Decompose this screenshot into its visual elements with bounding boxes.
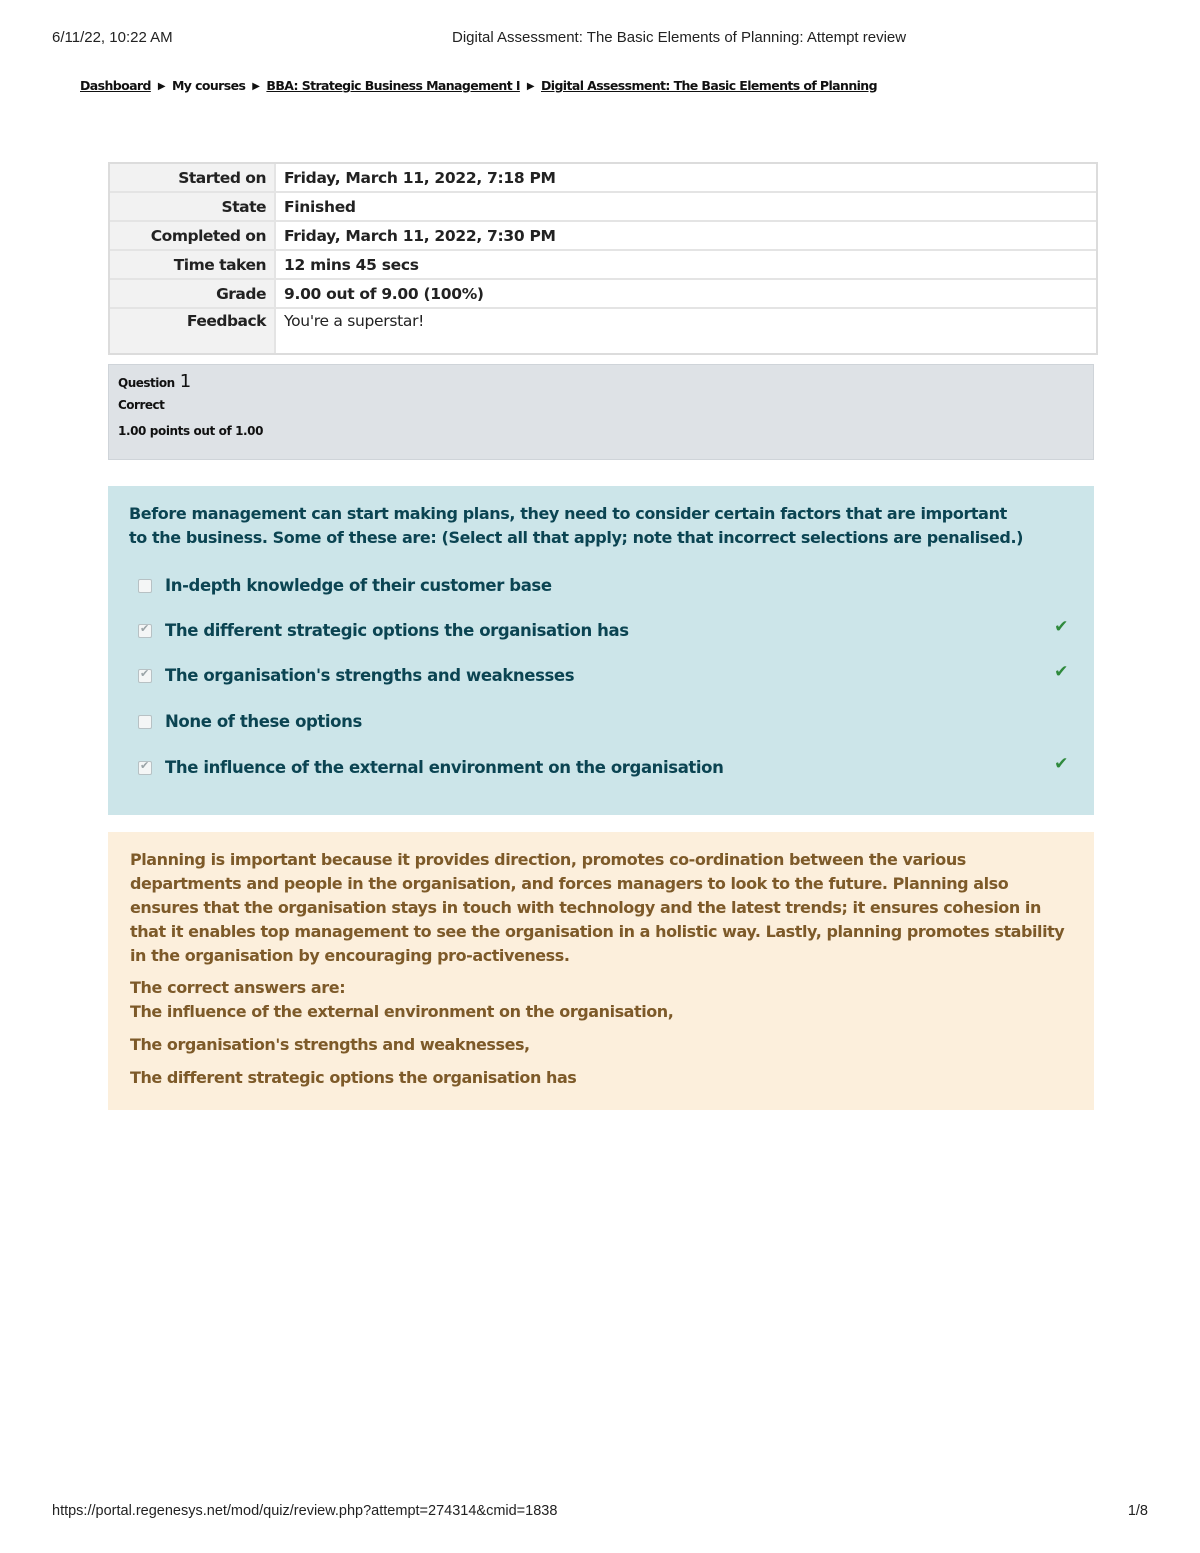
summary-row-feedback	[110, 308, 1096, 353]
answer-label: The different strategic options the organisation has	[165, 621, 629, 640]
correct-check-icon: ✔	[1054, 754, 1068, 774]
print-datetime: 6/11/22, 10:22 AM	[52, 29, 173, 46]
attempt-summary-table	[108, 162, 1098, 355]
question-info	[108, 364, 1094, 460]
answer-option	[138, 662, 1068, 690]
right-answer-label: The correct answers are:	[130, 978, 346, 997]
breadcrumb-separator-icon: ▶	[157, 81, 165, 92]
summary-value: 12 mins 45 secs	[275, 250, 1096, 279]
correct-check-icon: ✔	[1054, 617, 1068, 637]
answer-label: In-depth knowledge of their customer base	[165, 576, 552, 595]
summary-row-state	[110, 192, 1096, 221]
question-text: Before management can start making plans, they need to consider certain factors that are important to the business. Some of these are: (Select all that apply; note that incorrect selections are penalised.)	[129, 504, 1024, 547]
print-page-number: 1/8	[1127, 1503, 1148, 1519]
summary-label: Grade	[110, 279, 275, 308]
summary-row-completed	[110, 221, 1096, 250]
answer-option	[138, 617, 1068, 645]
summary-label: Completed on	[110, 221, 275, 250]
answer-checkbox[interactable]	[138, 624, 152, 638]
answer-option	[138, 576, 1068, 600]
breadcrumb-dashboard[interactable]: Dashboard	[80, 78, 151, 93]
breadcrumb-my-courses: My courses	[171, 78, 246, 93]
breadcrumb-quiz[interactable]: Digital Assessment: The Basic Elements of Planning	[541, 78, 877, 93]
question-grade: 1.00 points out of 1.00	[118, 424, 264, 438]
question-formulation	[108, 486, 1094, 815]
answer-checkbox[interactable]	[138, 761, 152, 775]
summary-row-grade	[110, 279, 1096, 308]
correct-check-icon: ✔	[1054, 662, 1068, 682]
answer-checkbox[interactable]	[138, 669, 152, 683]
answer-checkbox[interactable]	[138, 579, 152, 593]
general-feedback: Planning is important because it provides direction, promotes co-ordination between the various departments and people in the organisation, and forces managers to look to the future. Planning also ensures that the organisation stays in touch with technology and the latest trends; it ensures cohesion in that it enables top management to see the organisation in a holistic way. Lastly, planning promotes stability in the organisation by encouraging pro-activeness.	[130, 850, 1065, 965]
right-answer: The organisation's strengths and weaknesses,	[130, 1035, 530, 1054]
answer-label: The influence of the external environment on the organisation	[165, 758, 724, 777]
right-answer: The influence of the external environment on the organisation,	[130, 1002, 674, 1021]
answer-label: The organisation's strengths and weaknesses	[165, 666, 575, 685]
answer-option	[138, 754, 1068, 782]
summary-row-time-taken	[110, 250, 1096, 279]
print-url: https://portal.regenesys.net/mod/quiz/review.php?attempt=274314&cmid=1838	[52, 1503, 558, 1519]
question-number: 1	[179, 371, 192, 392]
summary-value: You're a superstar!	[275, 308, 1096, 353]
answer-option	[138, 712, 1068, 736]
answer-checkbox[interactable]	[138, 715, 152, 729]
breadcrumb-course[interactable]: BBA: Strategic Business Management I	[266, 78, 520, 93]
summary-label: Started on	[110, 164, 275, 192]
print-page-title: Digital Assessment: The Basic Elements of Planning: Attempt review	[452, 29, 907, 46]
breadcrumb-separator-icon: ▶	[252, 81, 260, 92]
summary-label: Feedback	[110, 308, 275, 353]
summary-value: Friday, March 11, 2022, 7:30 PM	[275, 221, 1096, 250]
question-state: Correct	[118, 398, 165, 412]
question-feedback	[108, 832, 1094, 1110]
question-label: Question	[118, 376, 175, 390]
print-footer	[52, 1503, 1148, 1523]
summary-label: Time taken	[110, 250, 275, 279]
breadcrumb-separator-icon: ▶	[526, 81, 534, 92]
summary-label: State	[110, 192, 275, 221]
summary-value: Finished	[275, 192, 1096, 221]
answer-label: None of these options	[165, 712, 362, 731]
summary-value: 9.00 out of 9.00 (100%)	[275, 279, 1096, 308]
summary-row-started	[110, 164, 1096, 192]
breadcrumb	[80, 78, 900, 93]
summary-value: Friday, March 11, 2022, 7:18 PM	[275, 164, 1096, 192]
print-header	[52, 29, 1148, 49]
right-answer: The different strategic options the organisation has	[130, 1068, 577, 1087]
